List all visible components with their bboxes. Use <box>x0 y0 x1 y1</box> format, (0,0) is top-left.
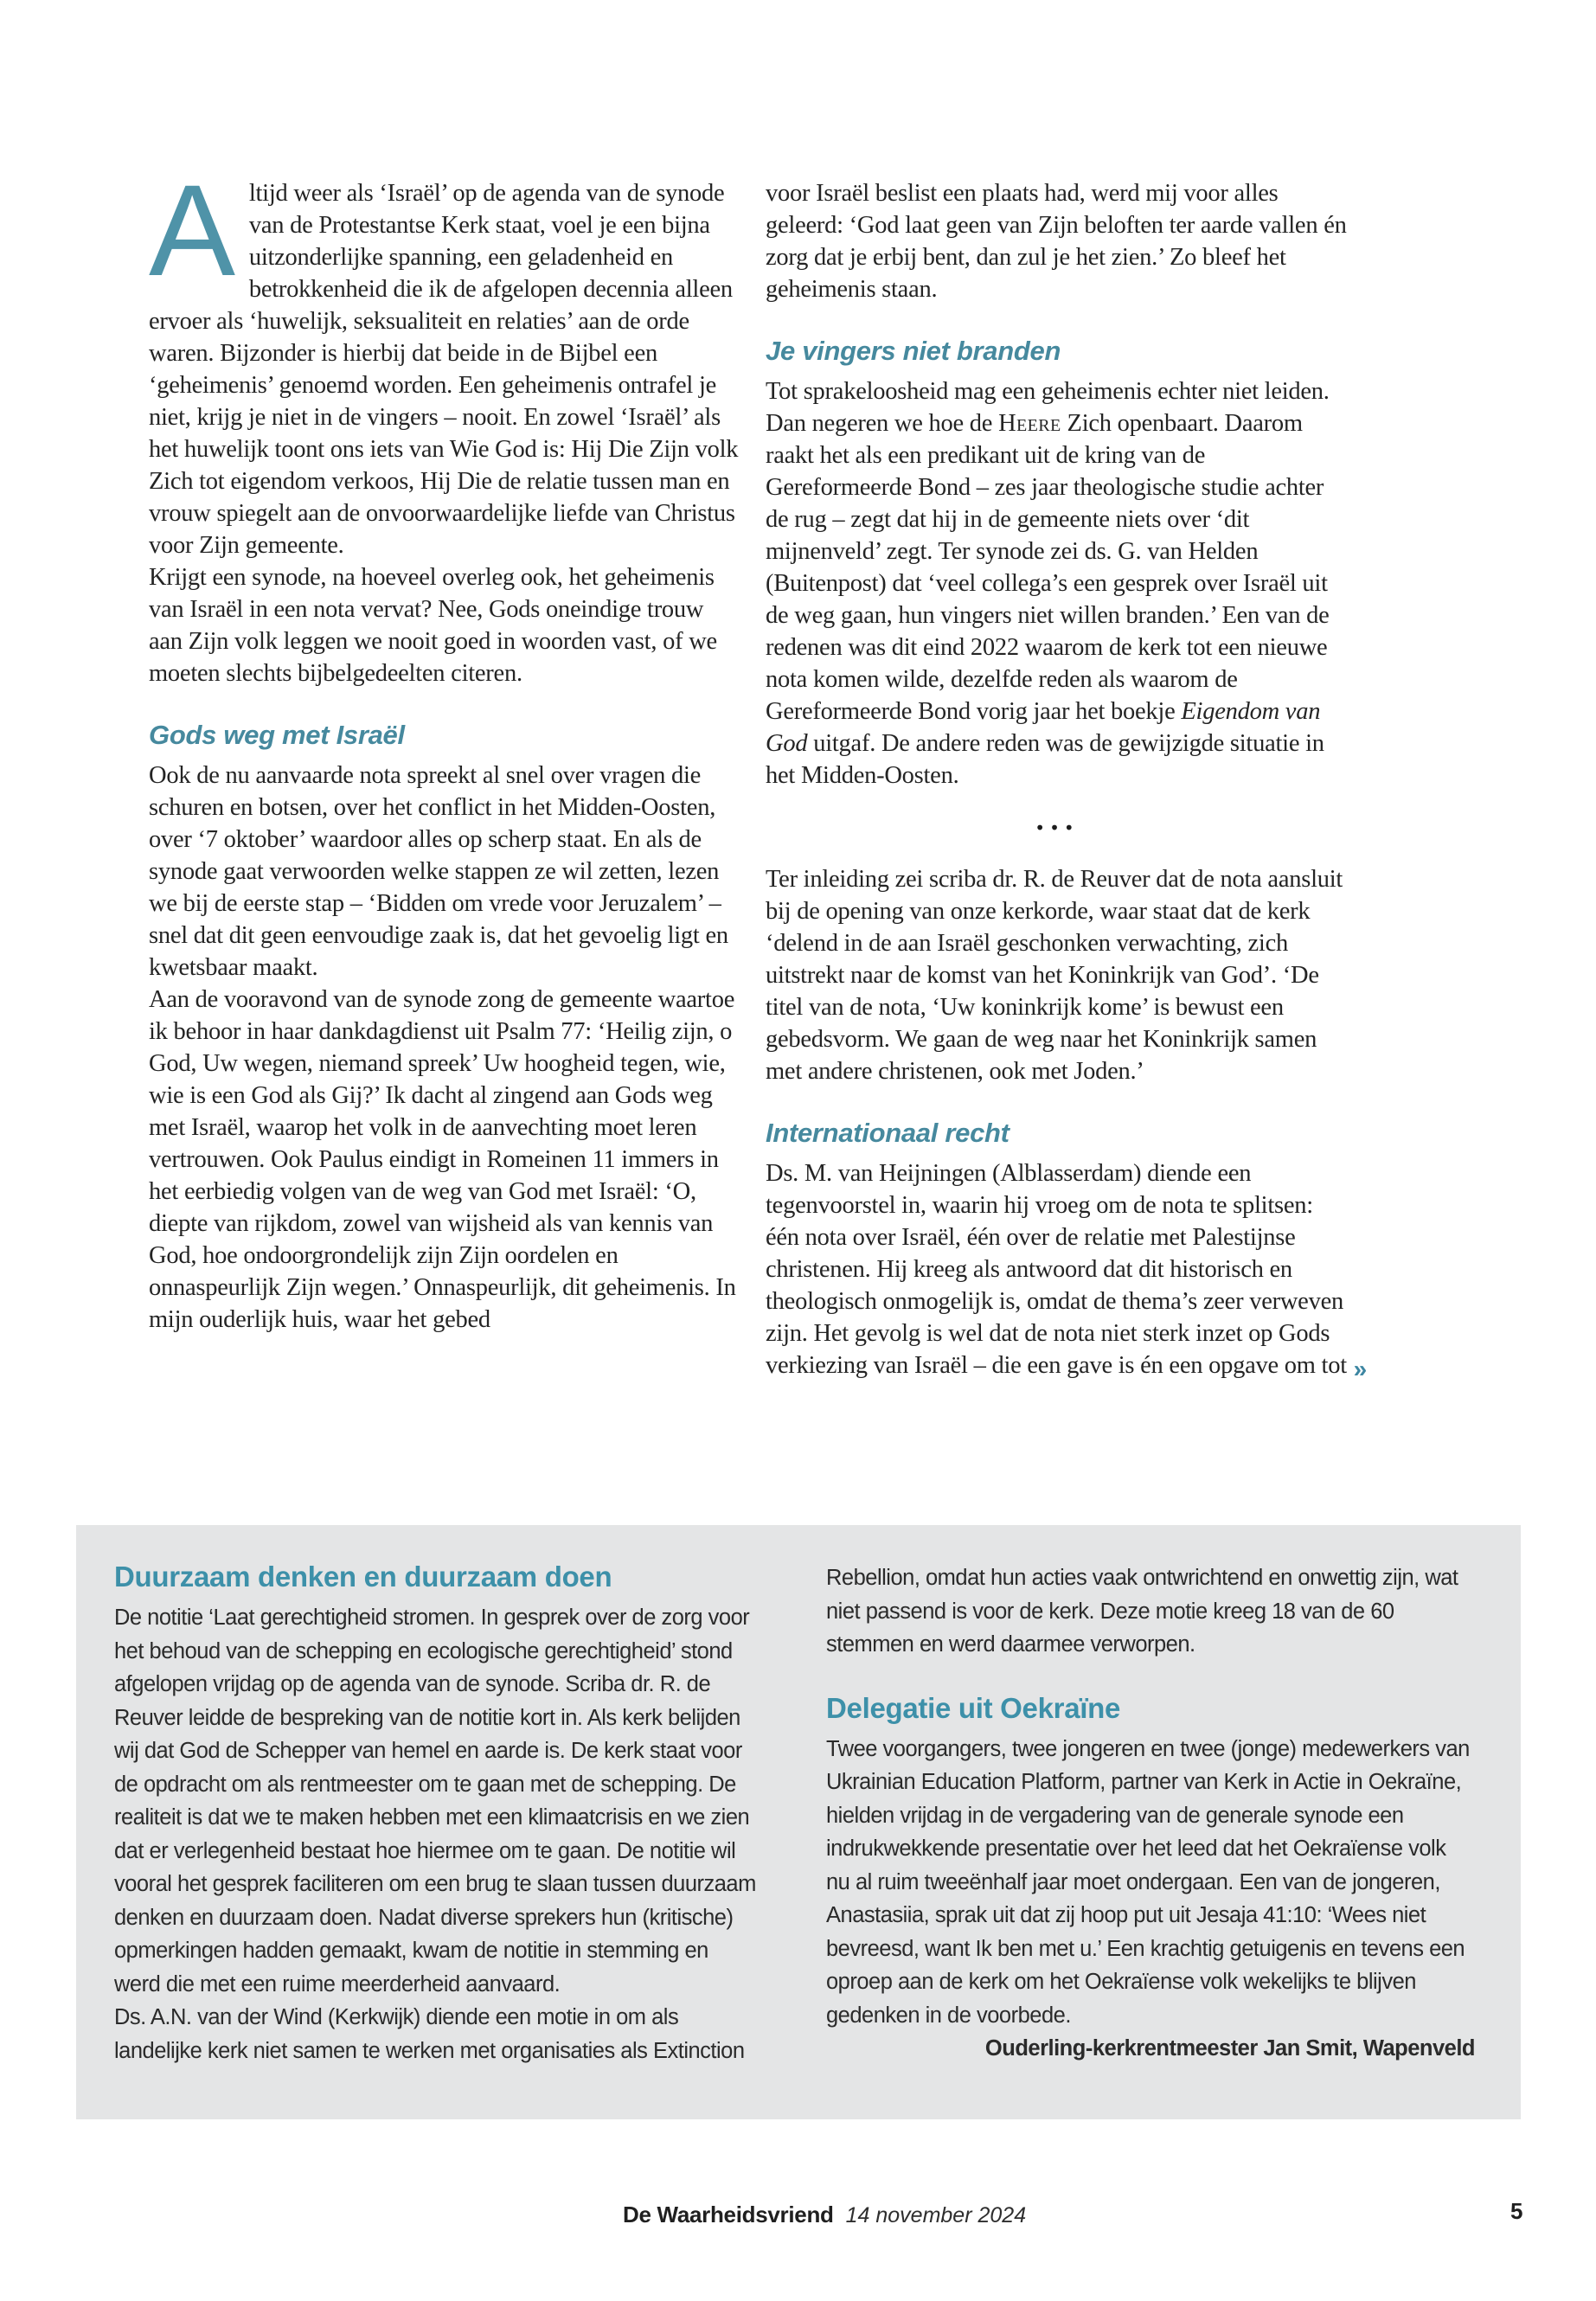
book-title-italic: Eigendom van God <box>766 698 1321 757</box>
paragraph-text: Tot sprakeloosheid mag een geheimenis echter niet leiden. Dan negeren we hoe de <box>766 378 1330 437</box>
paragraph <box>114 1601 756 2001</box>
paragraph-text: De notitie ‘Laat gerechtigheid stromen. In gesprek over de zorg voor het behoud van de schepping en ecologische gerechtigheid’ stond afgelopen vrijdag op de agenda van de synode. Scriba dr. R. de Reuver leidde de bespreking van de notitie kort in. Als kerk belijden wij dat God de Schepper van hemel en aarde is. De kerk staat voor de opdracht om als rentmeester om te gaan met de schepping. De realiteit is dat we te maken hebben met een klimaatcrisis en we zien dat er verlegenheid bestaat hoe hiermee om te gaan. De notitie wil vooral het gesprek faciliteren om een brug te slaan tussen duurzaam denken en duurzaam doen. Nadat diverse sprekers hun (kritische) opmerkingen hadden gemaakt, kwam de notitie in stemming en werd die met een ruime meerderheid aanvaard. <box>114 1606 756 1997</box>
paragraph <box>149 561 740 689</box>
byline: Ouderling-kerkrentmeester Jan Smit, Wapenveld <box>984 2036 1475 2061</box>
page-number: 5 <box>1510 2198 1523 2224</box>
news-box-column-right <box>826 1561 1475 2066</box>
paragraph-text: uitgaf. De andere reden was de gewijzigde situatie in het Midden-Oosten. <box>766 730 1324 789</box>
article-column-right <box>766 177 1367 1382</box>
page-footer <box>623 2202 1026 2228</box>
paragraph <box>766 863 1348 1087</box>
magazine-title: De Waarheidsvriend <box>623 2202 834 2227</box>
paragraph-text: Ds. A.N. van der Wind (Kerkwijk) diende een motie in om als landelijke kerk niet samen te werken met organisaties als Extinction <box>114 2005 745 2063</box>
box-heading-delegatie: Delegatie uit Oekraïne <box>826 1691 1121 1724</box>
smallcaps-heere: Heere <box>998 410 1061 437</box>
section-heading-vingers: Je vingers niet branden <box>766 336 1061 366</box>
paragraph-text: Aan de vooravond van de synode zong de gemeente waartoe ik behoor in haar dankdagdienst uit Psalm 77: ‘Heilig zijn, o God, Uw wegen, niemand spreek’ Uw hoogheid tegen, wie, wie is een God als Gij?’ Ik dacht al zingend aan Gods weg met Israël, waarop het volk in de aanvechting moet leren vertrouwen. Ook Paulus eindigt in Romeinen 11 immers in het eerbiedig volgen van de weg van God met Israël: ‘O, diepte van rijkdom, zowel van wijsheid als van kennis van God, hoe ondoorgrondelijk zijn Zijn oordelen en onnaspeurlijk Zijn wegen.’ Onnaspeurlijk, dit geheimenis. In mijn ouderlijk huis, waar het gebed <box>149 986 736 1333</box>
paragraph-text: ltijd weer als ‘Israël’ op de agenda van de synode van de Protestantse Kerk staat, voel je een bijna uitzonderlijke spanning, een geladenheid en betrokkenheid die ik de afgelopen decennia alleen ervoer als ‘huwelijk, seksualiteit en relaties’ aan de orde waren. Bijzonder is hierbij dat beide in de Bijbel een ‘geheimenis’ genoemd worden. Een geheimenis ontrafel je niet, krijg je niet in de vingers – nooit. En zowel ‘Israël’ als het huwelijk toont ons iets van Wie God is: Hij Die Zijn volk Zich tot eigendom verkoos, Hij Die de relatie tussen man en vrouw spiegelt aan de onvoorwaardelijke liefde van Christus voor Zijn gemeente. <box>149 180 739 559</box>
continuation-mark-icon: » <box>1353 1356 1367 1382</box>
issue-date: 14 november 2024 <box>845 2203 1027 2227</box>
paragraph <box>149 984 740 1336</box>
paragraph-text: Rebellion, omdat hun acties vaak ontwrichtend en onwettig zijn, wat niet passend is voor de kerk. Deze motie kreeg 18 van de 60 stemmen en werd daarmee verworpen. <box>826 1566 1458 1657</box>
article-column-left <box>149 157 740 1336</box>
paragraph <box>114 2001 756 2067</box>
paragraph <box>766 177 1348 305</box>
paragraph <box>826 1733 1475 2033</box>
news-box-column-left <box>114 1561 756 2067</box>
paragraph-text: Zich openbaart. Daarom raakt het als een predikant uit de kring van de Gereformeerde Bond – zes jaar theologische studie achter de rug – zegt dat hij in de gemeente niets over ‘dit mijnenveld’ zegt. Ter synode zei ds. G. van Helden (Buitenpost) dat ‘veel collega’s een gesprek over Israël uit de weg gaan, hun vingers niet willen branden.’ Een van de redenen was dit eind 2022 waarom de kerk tot een nieuwe nota komen wilde, dezelfde reden als waarom de Gereformeerde Bond vorig jaar het boekje <box>766 410 1330 725</box>
section-heading-gods-weg: Gods weg met Israël <box>149 720 405 750</box>
paragraph-text: Ter inleiding zei scriba dr. R. de Reuver dat de nota aansluit bij de opening van onze kerkorde, waar staat dat de kerk ‘delend in de aan Israël geschonken verwachting, zich uitstrekt naar de komst van het Koninkrijk van God’. ‘De titel van de nota, ‘Uw koninkrijk kome’ is bewust een gebedsvorm. We gaan de weg naar het Koninkrijk samen met andere christenen, ook met Joden.’ <box>766 866 1343 1085</box>
paragraph-text: voor Israël beslist een plaats had, werd mij voor alles geleerd: ‘God laat geen van Zijn beloften ter aarde vallen én zorg dat je erbij bent, dan zul je het zien.’ Zo bleef het geheimenis staan. <box>766 180 1347 303</box>
paragraph-text: Ds. M. van Heijningen (Alblasserdam) diende een tegenvoorstel in, waarin hij vroeg om de nota te splitsen: één nota over Israël, één over de relatie met Palestijnse christenen. Hij kreeg als antwoord dat dit historisch en theologisch onmogelijk is, omdat de thema’s zeer verweven zijn. Het gevolg is wel dat de nota niet sterk inzet op Gods verkiezing van Israël – die een gave is én een opgave om tot <box>766 1160 1347 1379</box>
section-heading-internationaal: Internationaal recht <box>766 1118 1010 1148</box>
paragraph <box>766 1157 1367 1382</box>
paragraph <box>766 375 1348 792</box>
drop-cap-letter: A <box>149 157 235 303</box>
paragraph <box>826 1561 1475 1662</box>
paragraph-text: Ook de nu aanvaarde nota spreekt al snel over vragen die schuren en botsen, over het conflict in het Midden-Oosten, over ‘7 oktober’ waardoor alles op scherp staat. En als de synode gaat verwoorden welke stappen ze wil zetten, lezen we bij de eerste stap – ‘Bidden om vrede voor Jeruzalem’ – snel dat dit geen eenvoudige zaak is, dat het gevoelig ligt en kwetsbaar maakt. <box>149 762 728 981</box>
news-box <box>76 1525 1521 2119</box>
paragraph-text: Krijgt een synode, na hoeveel overleg ook, het geheimenis van Israël in een nota vervat? Nee, Gods oneindige trouw aan Zijn volk leggen we nooit goed in woorden vast, of we moeten slechts bijbelgedeelten citeren. <box>149 564 717 687</box>
paragraph <box>149 760 740 984</box>
box-heading-duurzaam: Duurzaam denken en duurzaam doen <box>114 1561 612 1593</box>
paragraph-text: Twee voorgangers, twee jongeren en twee (jonge) medewerkers van Ukrainian Education Platform, partner van Kerk in Actie in Oekraïne, hielden vrijdag in de vergadering van de generale synode een indrukwekkende presentatie over het leed dat het Oekraïense volk nu al ruim tweeënhalf jaar moet ondergaan. Een van de jongeren, Anastasiia, sprak uit dat zij hoop put uit Jesaja 41:10: ‘Wees niet bevreesd, want Ik ben met u.’ Een krachtig getuigenis en tevens een oproep aan de kerk om het Oekraïense volk wekelijks te blijven gedenken in de voorbede. <box>826 1736 1470 2028</box>
paragraph-intro <box>149 157 740 561</box>
separator-dots: ••• <box>1035 817 1079 838</box>
